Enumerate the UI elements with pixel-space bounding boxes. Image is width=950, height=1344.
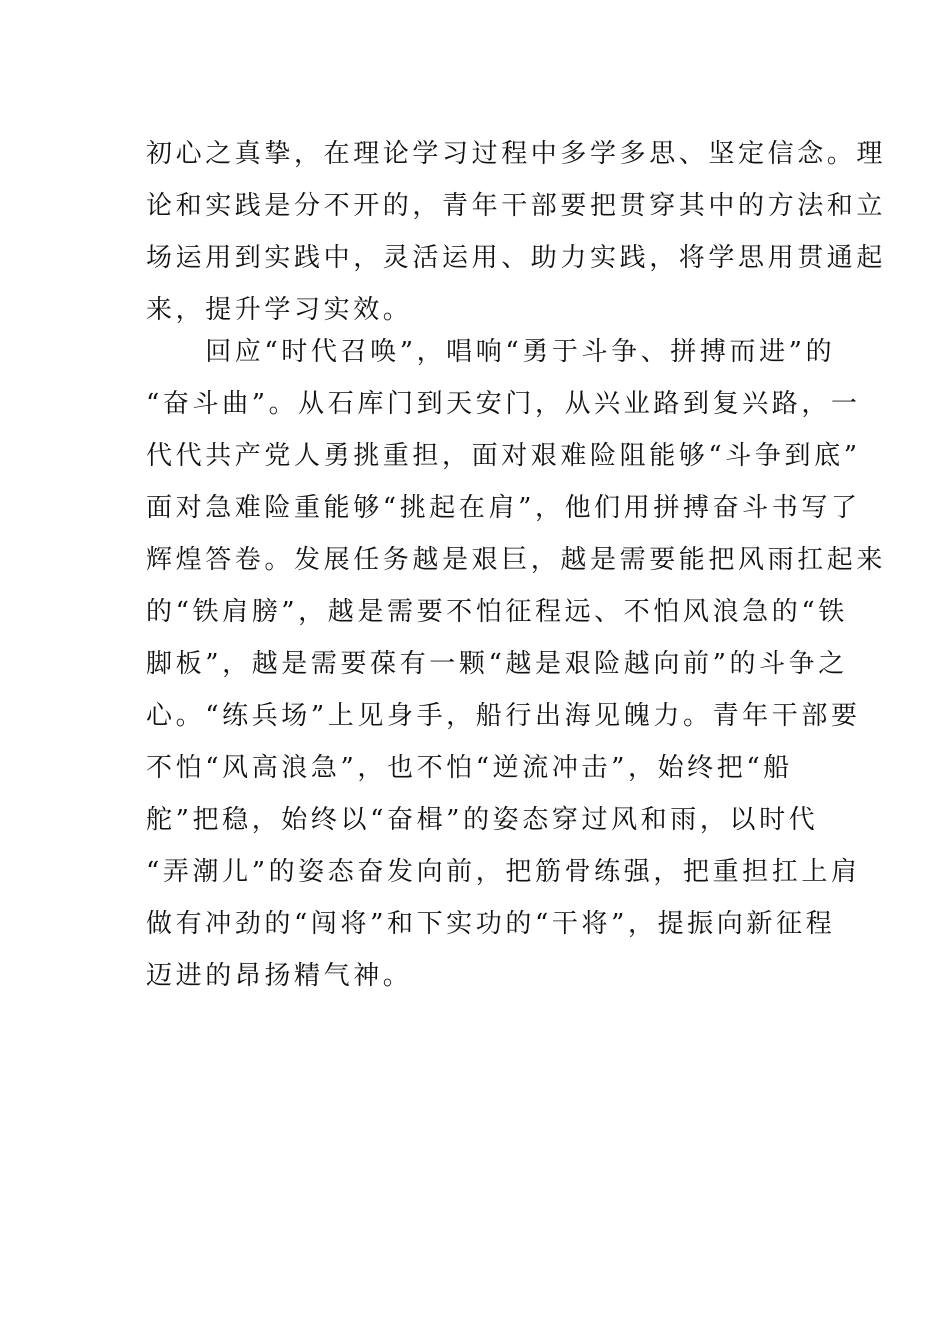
paragraph-line: 来，提升学习实效。 xyxy=(146,295,413,325)
paragraph-line: 初心之真挚，在理论学习过程中多学多思、坚定信念。理 xyxy=(146,139,887,169)
paragraph-line: 迈进的昂扬精气神。 xyxy=(146,961,413,991)
paragraph-1 xyxy=(146,128,887,336)
paragraph-line: 代代共产党人勇挑重担，面对艰难险阻能够“斗争到底” xyxy=(146,441,861,471)
paragraph-line: 回应“时代召唤”，唱响“勇于斗争、拼搏而进”的 xyxy=(146,337,836,367)
paragraph-line: 舵”把稳，始终以“奋楫”的姿态穿过风和雨，以时代 xyxy=(146,805,819,835)
paragraph-line: 面对急难险重能够“挑起在肩”，他们用拼搏奋斗书写了 xyxy=(146,493,861,523)
paragraph-line: 做有冲劲的“闯将”和下实功的“干将”，提振向新征程 xyxy=(146,909,836,939)
paragraph-2 xyxy=(146,326,887,1002)
paragraph-line: “奋斗曲”。从石库门到天安门，从兴业路到复兴路，一 xyxy=(146,389,861,419)
paragraph-line: “弄潮儿”的姿态奋发向前，把筋骨练强，把重担扛上肩 xyxy=(146,857,861,887)
paragraph-line: 论和实践是分不开的，青年干部要把贯穿其中的方法和立 xyxy=(146,191,887,221)
paragraph-line: 的“铁肩膀”，越是需要不怕征程远、不怕风浪急的“铁 xyxy=(146,597,848,627)
paragraph-line: 心。“练兵场”上见身手，船行出海见魄力。青年干部要 xyxy=(146,701,861,731)
paragraph-line: 脚板”，越是需要葆有一颗“越是艰险越向前”的斗争之 xyxy=(146,649,848,679)
paragraph-line: 场运用到实践中，灵活运用、助力实践，将学思用贯通起 xyxy=(146,243,887,273)
paragraph-line: 辉煌答卷。发展任务越是艰巨，越是需要能把风雨扛起来 xyxy=(146,545,887,575)
paragraph-line: 不怕“风高浪急”，也不怕“逆流冲击”，始终把“船 xyxy=(146,753,793,783)
